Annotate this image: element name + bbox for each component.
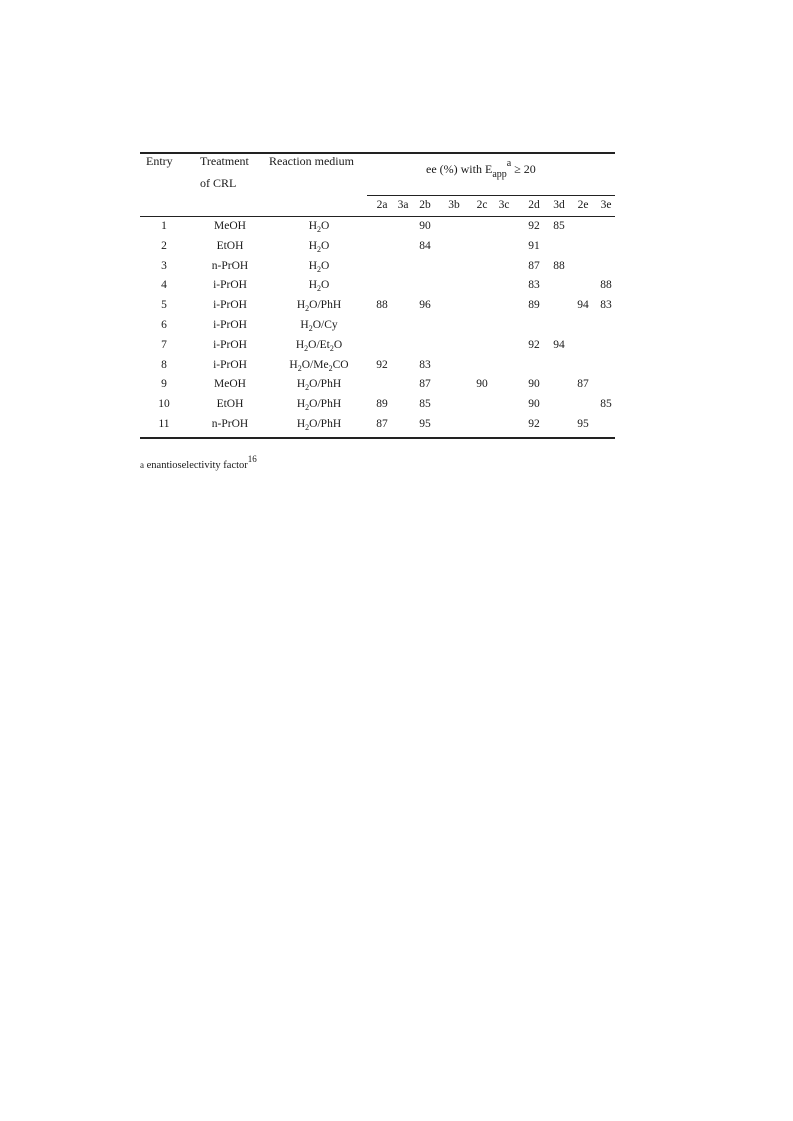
treatment-cell: MeOH bbox=[214, 378, 246, 391]
entry-cell: 4 bbox=[161, 279, 167, 292]
column-header-3c: 3c bbox=[498, 199, 510, 211]
medium-part: O/Et bbox=[308, 338, 330, 351]
ee-value-2b: 83 bbox=[419, 358, 431, 371]
treatment-cell: i-PrOH bbox=[213, 299, 247, 312]
column-header-rule bbox=[140, 216, 615, 217]
column-header-3d: 3d bbox=[553, 199, 565, 211]
medium-part: O bbox=[321, 220, 330, 232]
medium-part: CO bbox=[332, 358, 349, 371]
footnote-mark: a bbox=[140, 460, 144, 470]
table-bottom-rule bbox=[140, 437, 615, 439]
entry-cell: 6 bbox=[161, 319, 167, 331]
entry-cell: 11 bbox=[158, 418, 170, 430]
medium-part: O/PhH bbox=[309, 418, 342, 430]
medium-part: H bbox=[308, 259, 317, 272]
medium-part: H bbox=[308, 239, 317, 252]
medium-cell bbox=[300, 318, 337, 332]
medium-subscript: 2 bbox=[317, 284, 321, 294]
medium-part: O bbox=[321, 279, 330, 292]
medium-part: H bbox=[308, 279, 317, 292]
medium-part: O/PhH bbox=[309, 398, 342, 411]
treatment-cell: i-PrOH bbox=[213, 338, 247, 351]
treatment-cell: MeOH bbox=[214, 220, 246, 232]
medium-subscript: 2 bbox=[304, 343, 309, 353]
ee-value-2a: 89 bbox=[376, 398, 388, 411]
ee-value-3d: 85 bbox=[553, 220, 565, 232]
entry-cell: 10 bbox=[158, 398, 170, 411]
ee-value-2d: 91 bbox=[528, 239, 540, 252]
treatment-cell: i-PrOH bbox=[213, 358, 247, 371]
ee-value-2b: 85 bbox=[419, 398, 431, 411]
ee-value-2b: 84 bbox=[419, 239, 431, 252]
ee-value-3d: 94 bbox=[553, 338, 565, 351]
entry-cell: 1 bbox=[161, 220, 167, 232]
medium-part: H bbox=[289, 358, 298, 371]
medium-subscript: 2 bbox=[305, 423, 310, 432]
treatment-cell: n-PrOH bbox=[211, 418, 249, 430]
ee-value-2b: 95 bbox=[419, 418, 431, 430]
ee-value-2b: 90 bbox=[419, 220, 431, 232]
column-header-3e: 3e bbox=[600, 199, 612, 211]
medium-subscript: 2 bbox=[329, 343, 334, 353]
medium-subscript: 2 bbox=[297, 363, 302, 373]
ee-value-2c: 90 bbox=[476, 378, 488, 391]
medium-part: O bbox=[321, 239, 330, 252]
medium-part: H bbox=[296, 398, 306, 411]
footnote-reference: 16 bbox=[247, 454, 257, 464]
column-header-2d: 2d bbox=[528, 199, 540, 211]
column-header-2a: 2a bbox=[376, 199, 388, 211]
ee-value-2e: 87 bbox=[577, 378, 589, 391]
header-ee-sub: app bbox=[492, 169, 507, 180]
ee-value-2b: 87 bbox=[419, 378, 431, 391]
medium-part: O/Cy bbox=[312, 319, 338, 331]
column-header-2e: 2e bbox=[577, 199, 589, 211]
column-header-2b: 2b bbox=[419, 199, 431, 211]
footnote-text: enantioselectivity factor bbox=[144, 460, 248, 471]
medium-cell bbox=[297, 377, 341, 391]
header-ee-suffix: ≥ 20 bbox=[511, 162, 536, 176]
medium-cell bbox=[309, 219, 330, 233]
treatment-cell: i-PrOH bbox=[213, 279, 247, 292]
ee-value-2d: 90 bbox=[528, 398, 540, 411]
medium-part: O/PhH bbox=[309, 299, 342, 312]
entry-cell: 2 bbox=[161, 239, 167, 252]
footnote bbox=[140, 454, 257, 473]
ee-subheader-rule bbox=[367, 195, 615, 196]
ee-value-3e: 83 bbox=[600, 299, 612, 312]
ee-value-2d: 92 bbox=[528, 220, 540, 232]
medium-part: O/PhH bbox=[309, 378, 342, 391]
header-treatment: Treatment bbox=[200, 154, 249, 168]
medium-part: H bbox=[296, 299, 306, 312]
header-ee bbox=[426, 157, 536, 182]
medium-subscript: 2 bbox=[305, 403, 310, 413]
medium-cell bbox=[309, 259, 330, 273]
medium-cell bbox=[309, 239, 330, 253]
header-ee-sup: a bbox=[506, 158, 512, 169]
ee-value-2d: 90 bbox=[528, 378, 540, 391]
ee-value-2a: 87 bbox=[376, 418, 388, 430]
medium-part: H bbox=[296, 418, 306, 430]
treatment-cell: i-PrOH bbox=[213, 319, 247, 331]
column-header-3b: 3b bbox=[448, 199, 460, 211]
medium-cell bbox=[297, 298, 341, 312]
ee-value-2d: 92 bbox=[528, 338, 540, 351]
medium-part: H bbox=[295, 338, 305, 351]
column-header-2c: 2c bbox=[476, 199, 488, 211]
header-ee-prefix: ee (%) with E bbox=[426, 162, 493, 176]
header-reaction-medium: Reaction medium bbox=[269, 154, 354, 168]
ee-value-2d: 92 bbox=[528, 418, 540, 430]
ee-value-3e: 88 bbox=[600, 279, 612, 292]
header-treatment-line2: of CRL bbox=[200, 176, 237, 190]
medium-part: H bbox=[308, 220, 317, 232]
entry-cell: 3 bbox=[161, 259, 167, 272]
medium-subscript: 2 bbox=[317, 225, 321, 234]
ee-value-3d: 88 bbox=[553, 259, 565, 272]
medium-cell bbox=[296, 338, 342, 352]
entry-cell: 7 bbox=[161, 338, 167, 351]
ee-value-3e: 85 bbox=[600, 398, 612, 411]
treatment-cell: EtOH bbox=[216, 239, 244, 252]
ee-value-2d: 87 bbox=[528, 259, 540, 272]
ee-value-2a: 92 bbox=[376, 358, 388, 371]
header-entry: Entry bbox=[146, 154, 173, 168]
medium-cell bbox=[297, 397, 341, 411]
medium-cell bbox=[309, 278, 330, 292]
treatment-cell: EtOH bbox=[216, 398, 244, 411]
medium-part: H bbox=[300, 319, 309, 331]
medium-cell bbox=[297, 417, 341, 431]
ee-value-2e: 95 bbox=[577, 418, 589, 430]
medium-part: O/Me bbox=[301, 358, 329, 371]
treatment-cell: n-PrOH bbox=[211, 259, 249, 272]
medium-subscript: 2 bbox=[317, 244, 321, 254]
medium-subscript: 2 bbox=[328, 363, 333, 373]
ee-value-2e: 94 bbox=[577, 299, 589, 312]
medium-cell bbox=[289, 358, 348, 372]
medium-subscript: 2 bbox=[305, 304, 310, 314]
medium-subscript: 2 bbox=[308, 324, 313, 333]
ee-value-2a: 88 bbox=[376, 299, 388, 312]
entry-cell: 9 bbox=[161, 378, 167, 391]
entry-cell: 5 bbox=[161, 299, 167, 312]
medium-part: H bbox=[296, 378, 306, 391]
medium-part: O bbox=[321, 259, 330, 272]
medium-subscript: 2 bbox=[317, 264, 321, 274]
medium-part: O bbox=[333, 338, 343, 351]
entry-cell: 8 bbox=[161, 358, 167, 371]
ee-value-2d: 89 bbox=[528, 299, 540, 312]
column-header-3a: 3a bbox=[397, 199, 409, 211]
ee-value-2d: 83 bbox=[528, 279, 540, 292]
medium-subscript: 2 bbox=[305, 383, 310, 393]
ee-value-2b: 96 bbox=[419, 299, 431, 312]
